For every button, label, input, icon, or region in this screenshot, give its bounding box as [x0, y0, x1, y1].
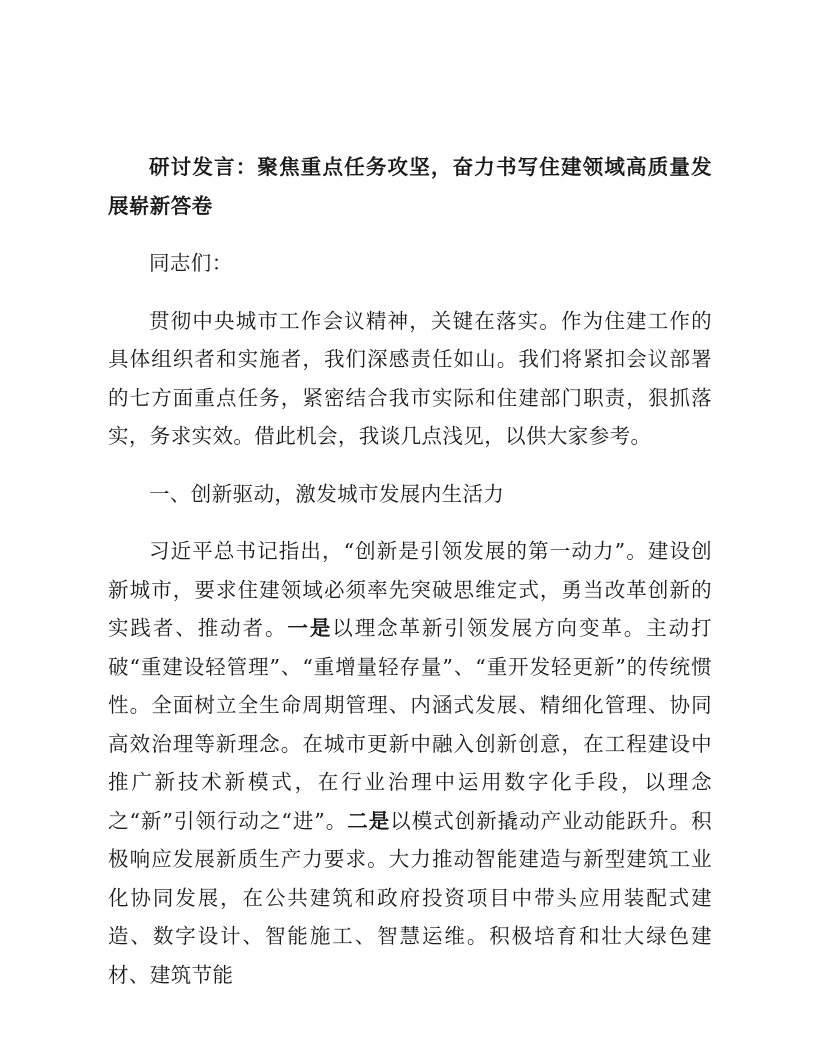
lead-marker-2: 二是 [347, 808, 391, 833]
section-1-text-3: 以模式创新撬动产业动能跃升。积极响应发展新质生产力要求。大力推动智能建造与新型建筑工业化协同发展，在公共建筑和政府投资项目中带头应用装配式建造、数字设计、智能施工、智慧运维。积极培育和壮大绿色建材、建筑节能 [108, 808, 713, 987]
lead-marker-1: 一是 [287, 616, 333, 640]
section-1-text-1: 习近平总书记指出，“创新是引领发展的第一动力”。建设创新城市，要求住建领域必须率先突破思维定式，勇当改革创新的实践者、推动者。 [108, 539, 712, 640]
document-body [108, 148, 712, 994]
section-1-paragraph [108, 532, 712, 994]
section-1-text-2: 以理念革新引领发展方向变革。主动打破“重建设轻管理”、“重增量轻存量”、“重开发轻更新”的传统惯性。全面树立全生命周期管理、内涵式发展、精细化管理、协同高效治理等新理念。在城市更新中融入创新创意，在工程建设中推广新技术新模式，在行业治理中运用数字化手段，以理念之“新”引领行动之“进”。 [108, 616, 712, 833]
section-heading-1: 一、创新驱动，激发城市发展内生活力 [149, 481, 505, 506]
salutation: 同志们： [149, 251, 233, 275]
intro-paragraph: 贯彻中央城市工作会议精神，关键在落实。作为住建工作的具体组织者和实施者，我们深感责任如山。我们将紧扣会议部署的七方面重点任务，紧密结合我市实际和住建部门职责，狠抓落实，务求实效。借此机会，我谈几点浅见，以供大家参考。 [108, 308, 712, 448]
document-title: 研讨发言：聚焦重点任务攻坚，奋力书写住建领域高质量发展崭新答卷 [108, 155, 712, 218]
